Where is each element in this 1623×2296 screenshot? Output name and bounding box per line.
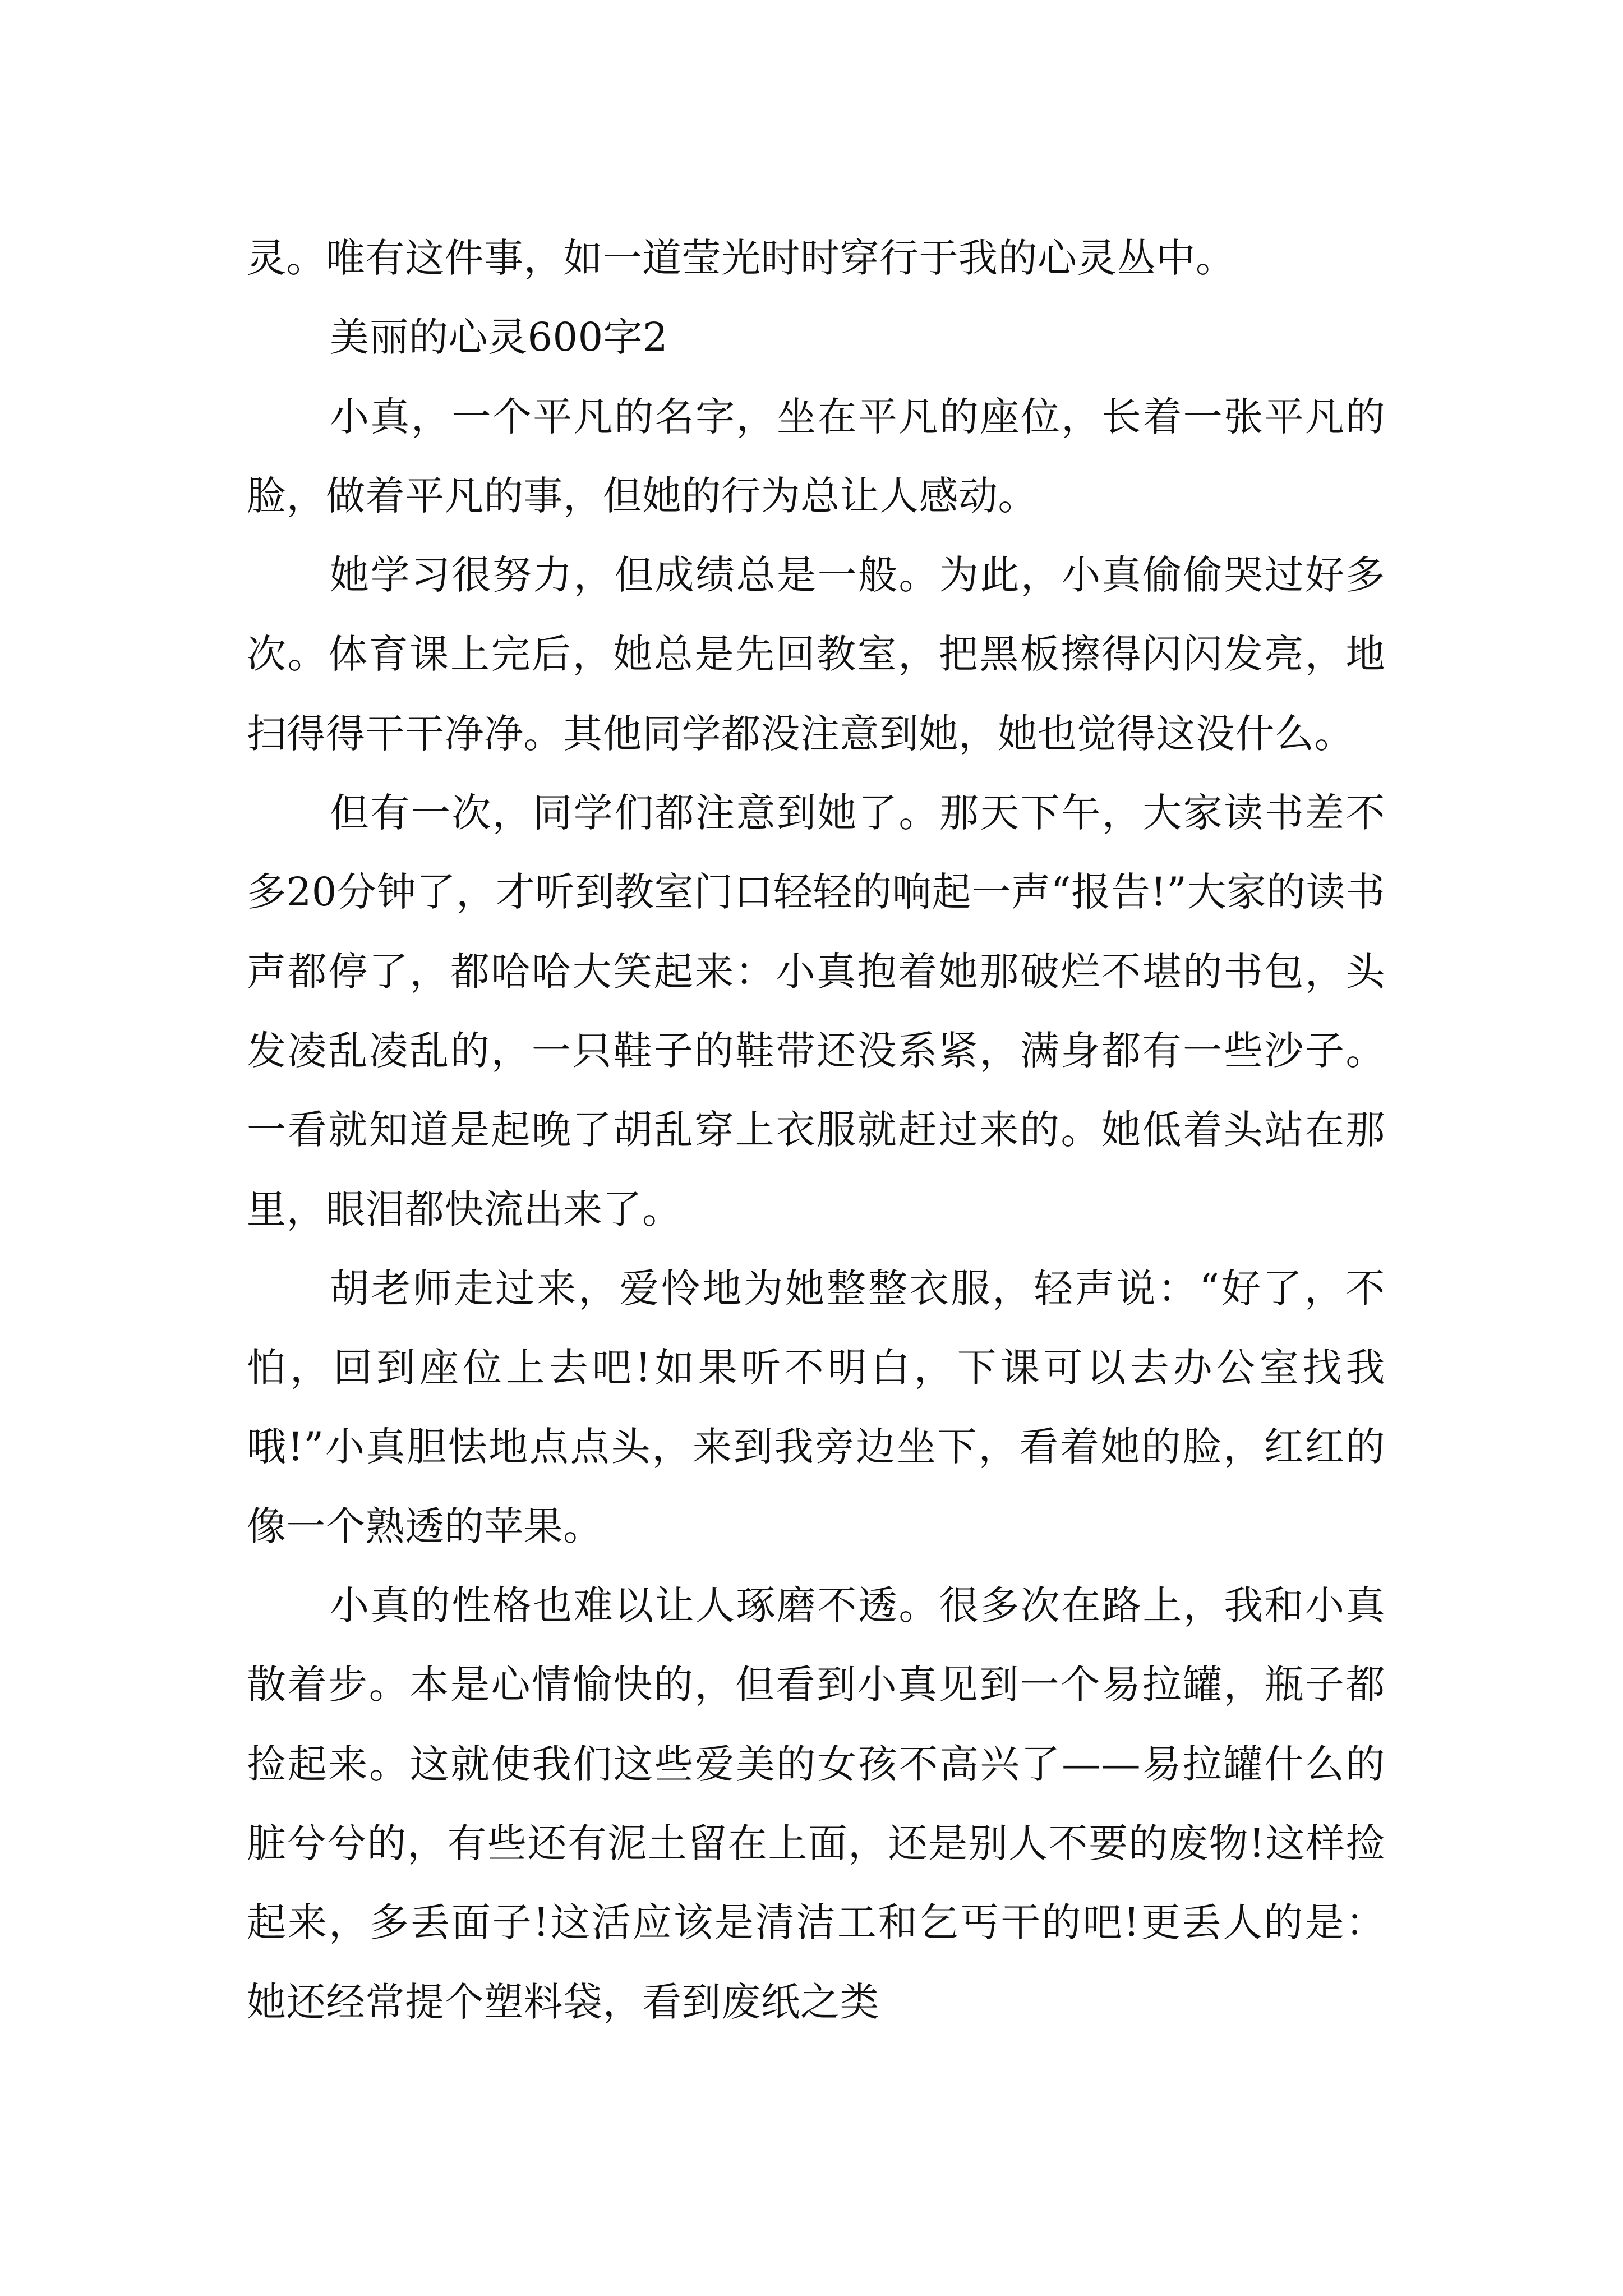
section-heading: 美丽的心灵600字2 <box>330 314 668 361</box>
paragraph-late-arrival: 但有一次，同学们都注意到她了。那天下午，大家读书差不多20分钟了，才听到教室门口轻轻的响起一声“报告!”大家的读书声都停了，都哈哈大笑起来：小真抱着她那破烂不堪的书包，头发凌乱凌乱的，一只鞋子的鞋带还没系紧，满身都有一些沙子。一看就知道是起晚了胡乱穿上衣服就赶过来的。她低着头站在那里，眼泪都快流出来了。 <box>247 790 1385 1232</box>
body-text <box>247 219 1385 2042</box>
paragraph-intro: 小真，一个平凡的名字，坐在平凡的座位，长着一张平凡的脸，做着平凡的事，但她的行为总让人感动。 <box>247 393 1385 519</box>
paragraph-character: 小真的性格也难以让人琢磨不透。很多次在路上，我和小真散着步。本是心情愉快的，但看到小真见到一个易拉罐，瓶子都捡起来。这就使我们这些爱美的女孩不高兴了——易拉罐什么的脏兮兮的，有些还有泥土留在上面，还是别人不要的废物!这样捡起来，多丢面子!这活应该是清洁工和乞丐干的吧!更丢人的是：她还经常提个塑料袋，看到废纸之类 <box>247 1582 1385 2025</box>
paragraph-teacher: 胡老师走过来，爱怜地为她整整衣服，轻声说：“好了，不怕，回到座位上去吧!如果听不明白，下课可以去办公室找我哦!”小真胆怯地点点头，来到我旁边坐下，看着她的脸，红红的像一个熟透的苹果。 <box>247 1265 1385 1549</box>
paragraph-continuation: 灵。唯有这件事，如一道莹光时时穿行于我的心灵丛中。 <box>247 235 1235 281</box>
paragraph-study: 她学习很努力，但成绩总是一般。为此，小真偷偷哭过好多次。体育课上完后，她总是先回教室，把黑板擦得闪闪发亮，地扫得得干干净净。其他同学都没注意到她，她也觉得这没什么。 <box>247 552 1385 757</box>
